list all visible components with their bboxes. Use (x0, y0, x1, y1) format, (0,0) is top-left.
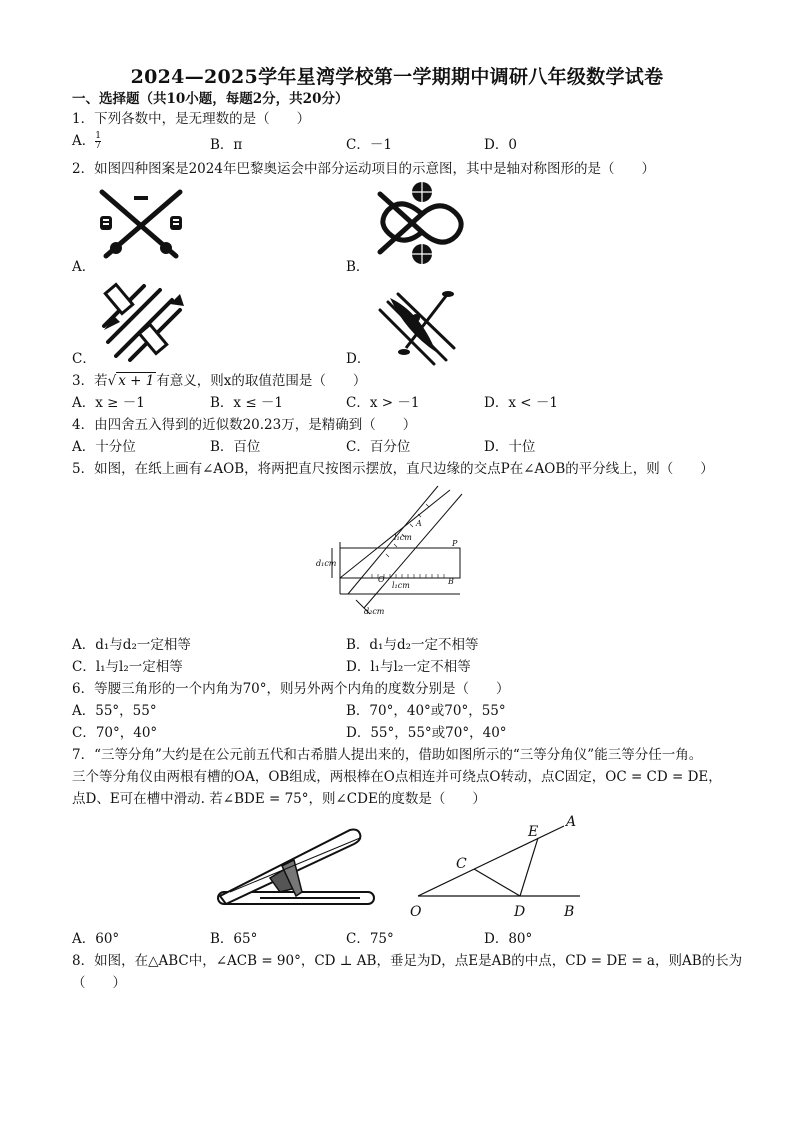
trisector-geometry-diagram (404, 810, 590, 922)
q3-option-d: D．x < －1 (484, 395, 558, 411)
question-2-stem: 2．如图四种图案是2024年巴黎奥运会中部分运动项目的示意图，其中是轴对称图形的是（ ） (72, 161, 655, 177)
fraction-numerator: 1 (95, 131, 101, 141)
label-a: A (416, 519, 422, 528)
q4-option-c: C．百分位 (346, 439, 411, 455)
q2-option-a: A． (72, 259, 96, 275)
q7-option-a: A．60° (72, 931, 120, 947)
basketball-pictogram (372, 180, 472, 266)
q3-option-a: A．x ≥ －1 (72, 395, 145, 411)
label-d2: d₂cm (364, 607, 385, 616)
sqrt-sign: √ (107, 373, 117, 389)
question-8-line-2: （ ） (72, 975, 126, 991)
question-5-stem: 5．如图，在纸上画有∠AOB，将两把直尺按图示摆放，直尺边缘的交点P在∠AOB的平分线上，则（ ） (72, 461, 714, 477)
fraction-one-seventh (95, 132, 101, 151)
label-d: D (514, 904, 526, 920)
q6-option-b: B．70°，40°或70°，55° (346, 703, 506, 719)
q6-option-d: D．55°，55°或70°，40° (346, 725, 507, 741)
fencing-pictogram (96, 186, 186, 262)
q3-stem-suffix: 有意义，则x的取值范围是（ ） (156, 373, 367, 389)
q6-option-a: A．55°，55° (72, 703, 157, 719)
question-7-line-2: 三个等分角仪由两根有槽的OA，OB组成，两根棒在O点相连并可绕点O转动，点C固定，OC = CD = DE， (72, 769, 722, 785)
label-b: B (564, 904, 575, 920)
q5-option-c: C．l₁与l₂一定相等 (72, 659, 183, 675)
q2-option-d: D． (346, 351, 371, 367)
label-d1: d₁cm (316, 559, 337, 568)
question-3-stem (72, 372, 366, 390)
label-o: O (378, 575, 385, 584)
q3-option-c: C．x > －1 (346, 395, 420, 411)
q3-stem-prefix: 3．若 (72, 373, 108, 389)
q5-option-a: A．d₁与d₂一定相等 (72, 637, 191, 653)
label-b: B (448, 577, 454, 586)
question-7-line-1: 7．“三等分角”大约是在公元前五代和古希腊人提出来的，借助如图所示的“三等分角仪”能三等分任一角。 (72, 747, 703, 763)
question-8-line-1: 8．如图，在△ABC中，∠ACB = 90°，CD ⊥ AB，垂足为D，点E是AB的中点，CD = DE = a，则AB的长为 (72, 953, 743, 969)
q7-option-d: D．80° (484, 931, 533, 947)
fraction-denominator: 7 (95, 141, 101, 151)
rulers-angle-figure (312, 482, 472, 620)
q3-option-b: B．x ≤ －1 (210, 395, 284, 411)
trisector-device-photo (210, 826, 380, 912)
badminton-pictogram (100, 280, 186, 364)
label-c: C (456, 856, 467, 872)
q1-option-a-label: A． (72, 133, 96, 149)
q1-option-b: B．π (210, 137, 243, 153)
q3-radicand: x + 1 (118, 373, 155, 389)
question-4-stem: 4．由四舍五入得到的近似数20.23万，是精确到（ ） (72, 417, 417, 433)
label-l2: l₁cm (392, 581, 410, 590)
question-1-stem: 1．下列各数中，是无理数的是（ ） (72, 111, 311, 127)
q7-option-b: B．65° (210, 931, 258, 947)
label-e: E (528, 824, 539, 840)
q4-option-b: B．百位 (210, 439, 261, 455)
q2-option-b: B． (346, 259, 370, 275)
q1-option-d: D．0 (484, 137, 517, 153)
q4-option-a: A．十分位 (72, 439, 136, 455)
q6-option-c: C．70°，40° (72, 725, 158, 741)
q1-option-c: C．－1 (346, 137, 392, 153)
question-7-line-3: 点D、E可在槽中滑动. 若∠BDE = 75°，则∠CDE的度数是（ ） (72, 791, 486, 807)
label-a: A (566, 814, 577, 830)
q5-option-b: B．d₁与d₂一定不相等 (346, 637, 479, 653)
page-title: 2024—2025学年星湾学校第一学期期中调研八年级数学试卷 (130, 66, 664, 88)
kayak-pictogram (376, 282, 456, 368)
q4-option-d: D．十位 (484, 439, 536, 455)
q1-option-a (72, 132, 101, 151)
label-l1: l₁cm (394, 533, 412, 542)
section-heading: 一、选择题（共10小题，每题2分，共20分） (72, 91, 349, 107)
label-o: O (410, 904, 422, 920)
q7-option-c: C．75° (346, 931, 394, 947)
q5-option-d: D．l₁与l₂一定不相等 (346, 659, 471, 675)
label-p: P (452, 539, 458, 548)
q2-option-c: C． (72, 351, 96, 367)
question-6-stem: 6．等腰三角形的一个内角为70°，则另外两个内角的度数分别是（ ） (72, 681, 510, 697)
